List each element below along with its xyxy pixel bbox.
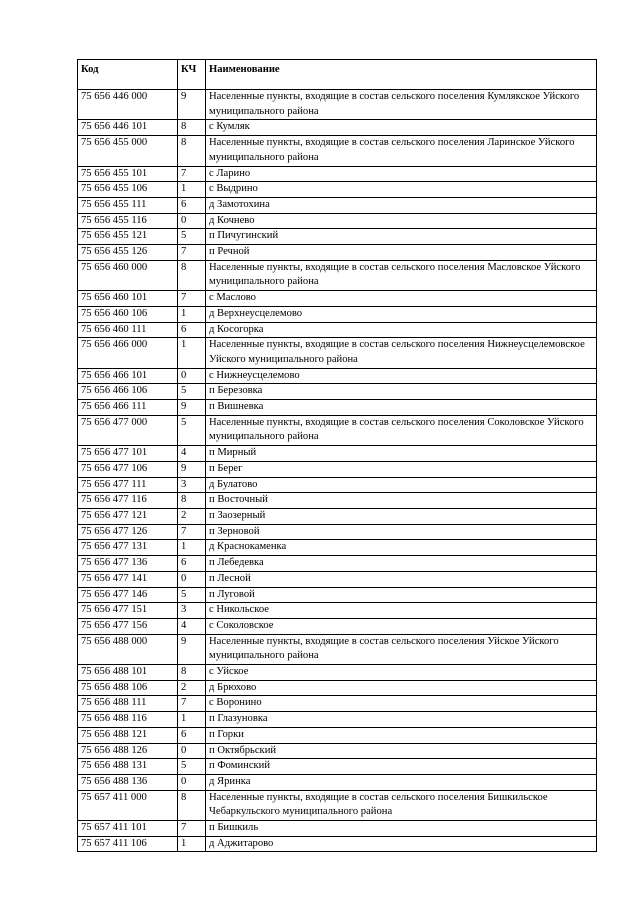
table-row — [78, 696, 597, 712]
cell-code: 75 656 477 121 — [78, 508, 178, 524]
cell-kch: 0 — [178, 774, 206, 790]
table-row — [78, 508, 597, 524]
cell-name: с Ларино — [206, 166, 597, 182]
table-row — [78, 368, 597, 384]
cell-name: д Верхнеусцелемово — [206, 306, 597, 322]
cell-code: 75 656 477 141 — [78, 571, 178, 587]
table-row — [78, 291, 597, 307]
cell-code: 75 656 477 106 — [78, 461, 178, 477]
cell-code: 75 656 455 126 — [78, 245, 178, 261]
cell-kch: 7 — [178, 696, 206, 712]
cell-kch: 5 — [178, 415, 206, 445]
cell-name: д Аджитарово — [206, 836, 597, 852]
cell-name: Населенные пункты, входящие в состав сельского поселения Кумлякское Уйского муниципального района — [206, 90, 597, 120]
table-row — [78, 260, 597, 290]
cell-name: с Соколовское — [206, 618, 597, 634]
cell-name: п Глазуновка — [206, 712, 597, 728]
table-row — [78, 322, 597, 338]
cell-code: 75 656 446 101 — [78, 120, 178, 136]
cell-kch: 1 — [178, 338, 206, 368]
cell-code: 75 656 488 121 — [78, 727, 178, 743]
cell-code: 75 656 477 151 — [78, 603, 178, 619]
cell-kch: 0 — [178, 571, 206, 587]
table-row — [78, 743, 597, 759]
table-row — [78, 90, 597, 120]
cell-kch: 2 — [178, 508, 206, 524]
cell-code: 75 656 488 126 — [78, 743, 178, 759]
cell-kch: 6 — [178, 197, 206, 213]
table-row — [78, 384, 597, 400]
table-row — [78, 634, 597, 664]
cell-code: 75 656 477 146 — [78, 587, 178, 603]
cell-kch: 1 — [178, 712, 206, 728]
cell-name: с Уйское — [206, 665, 597, 681]
cell-kch: 3 — [178, 603, 206, 619]
cell-kch: 1 — [178, 306, 206, 322]
cell-name: д Краснокаменка — [206, 540, 597, 556]
table-row — [78, 166, 597, 182]
cell-code: 75 656 477 156 — [78, 618, 178, 634]
cell-name: Населенные пункты, входящие в состав сельского поселения Нижнеусцелемовское Уйского муниципального района — [206, 338, 597, 368]
cell-kch: 6 — [178, 322, 206, 338]
table-row — [78, 306, 597, 322]
table-row — [78, 197, 597, 213]
cell-name: п Мирный — [206, 446, 597, 462]
cell-code: 75 656 460 106 — [78, 306, 178, 322]
table-row — [78, 461, 597, 477]
cell-kch: 1 — [178, 836, 206, 852]
cell-kch: 4 — [178, 446, 206, 462]
table-row — [78, 571, 597, 587]
cell-name: п Вишневка — [206, 400, 597, 416]
cell-kch: 7 — [178, 291, 206, 307]
cell-name: д Булатово — [206, 477, 597, 493]
cell-kch: 3 — [178, 477, 206, 493]
cell-code: 75 656 488 136 — [78, 774, 178, 790]
table-row — [78, 415, 597, 445]
cell-kch: 6 — [178, 556, 206, 572]
cell-kch: 8 — [178, 260, 206, 290]
table-row — [78, 524, 597, 540]
table-row — [78, 618, 597, 634]
cell-kch: 9 — [178, 400, 206, 416]
table-header-row — [78, 60, 597, 90]
cell-kch: 8 — [178, 136, 206, 166]
table-row — [78, 338, 597, 368]
cell-name: п Речной — [206, 245, 597, 261]
table-row — [78, 727, 597, 743]
cell-name: с Маслово — [206, 291, 597, 307]
cell-code: 75 656 466 000 — [78, 338, 178, 368]
cell-code: 75 656 455 101 — [78, 166, 178, 182]
cell-name: д Кочнево — [206, 213, 597, 229]
cell-code: 75 657 411 000 — [78, 790, 178, 820]
cell-name: п Пичугинский — [206, 229, 597, 245]
table-row — [78, 493, 597, 509]
cell-name: п Восточный — [206, 493, 597, 509]
okato-table — [77, 59, 597, 852]
table-row — [78, 680, 597, 696]
cell-kch: 5 — [178, 229, 206, 245]
cell-kch: 4 — [178, 618, 206, 634]
cell-name: Населенные пункты, входящие в состав сельского поселения Соколовское Уйского муниципального района — [206, 415, 597, 445]
cell-name: с Нижнеусцелемово — [206, 368, 597, 384]
cell-kch: 7 — [178, 524, 206, 540]
table-row — [78, 790, 597, 820]
cell-name: с Никольское — [206, 603, 597, 619]
cell-name: с Воронино — [206, 696, 597, 712]
cell-kch: 5 — [178, 587, 206, 603]
cell-code: 75 656 460 111 — [78, 322, 178, 338]
cell-kch: 8 — [178, 120, 206, 136]
cell-kch: 6 — [178, 727, 206, 743]
table-row — [78, 774, 597, 790]
cell-code: 75 656 488 101 — [78, 665, 178, 681]
cell-name: п Октябрьский — [206, 743, 597, 759]
table-row — [78, 182, 597, 198]
cell-name: д Замотохина — [206, 197, 597, 213]
cell-name: п Берег — [206, 461, 597, 477]
cell-code: 75 656 488 116 — [78, 712, 178, 728]
cell-code: 75 656 477 116 — [78, 493, 178, 509]
cell-code: 75 656 477 111 — [78, 477, 178, 493]
cell-code: 75 656 466 101 — [78, 368, 178, 384]
table-row — [78, 540, 597, 556]
cell-code: 75 656 488 000 — [78, 634, 178, 664]
cell-kch: 0 — [178, 743, 206, 759]
table-row — [78, 587, 597, 603]
cell-kch: 2 — [178, 680, 206, 696]
cell-name: п Фоминский — [206, 759, 597, 775]
cell-name: Населенные пункты, входящие в состав сельского поселения Ларинское Уйского муниципального района — [206, 136, 597, 166]
cell-code: 75 656 455 000 — [78, 136, 178, 166]
cell-code: 75 656 455 121 — [78, 229, 178, 245]
table-row — [78, 836, 597, 852]
cell-kch: 1 — [178, 540, 206, 556]
cell-name: Населенные пункты, входящие в состав сельского поселения Уйское Уйского муниципального района — [206, 634, 597, 664]
cell-code: 75 656 460 000 — [78, 260, 178, 290]
cell-name: п Бишкиль — [206, 821, 597, 837]
cell-kch: 7 — [178, 166, 206, 182]
table-row — [78, 136, 597, 166]
cell-code: 75 656 455 106 — [78, 182, 178, 198]
table-row — [78, 556, 597, 572]
cell-code: 75 656 446 000 — [78, 90, 178, 120]
table-row — [78, 821, 597, 837]
table-row — [78, 120, 597, 136]
cell-code: 75 656 460 101 — [78, 291, 178, 307]
cell-kch: 1 — [178, 182, 206, 198]
header-name: Наименование — [206, 60, 597, 90]
header-code: Код — [78, 60, 178, 90]
cell-code: 75 656 477 000 — [78, 415, 178, 445]
cell-name: д Брюхово — [206, 680, 597, 696]
header-kch: КЧ — [178, 60, 206, 90]
cell-code: 75 656 455 116 — [78, 213, 178, 229]
cell-kch: 5 — [178, 384, 206, 400]
cell-name: п Лесной — [206, 571, 597, 587]
table-row — [78, 245, 597, 261]
cell-name: д Косогорка — [206, 322, 597, 338]
table-row — [78, 400, 597, 416]
cell-code: 75 657 411 101 — [78, 821, 178, 837]
table-body — [78, 90, 597, 852]
table-row — [78, 229, 597, 245]
cell-code: 75 656 488 111 — [78, 696, 178, 712]
cell-kch: 8 — [178, 665, 206, 681]
cell-name: п Горки — [206, 727, 597, 743]
table-row — [78, 446, 597, 462]
table-row — [78, 759, 597, 775]
table-row — [78, 665, 597, 681]
cell-kch: 7 — [178, 245, 206, 261]
cell-kch: 9 — [178, 461, 206, 477]
cell-code: 75 656 477 131 — [78, 540, 178, 556]
cell-name: с Выдрино — [206, 182, 597, 198]
cell-name: Населенные пункты, входящие в состав сельского поселения Масловское Уйского муниципального района — [206, 260, 597, 290]
cell-kch: 5 — [178, 759, 206, 775]
cell-name: п Заозерный — [206, 508, 597, 524]
cell-name: д Яринка — [206, 774, 597, 790]
cell-code: 75 656 455 111 — [78, 197, 178, 213]
cell-kch: 9 — [178, 90, 206, 120]
table-row — [78, 477, 597, 493]
cell-kch: 7 — [178, 821, 206, 837]
cell-code: 75 656 466 106 — [78, 384, 178, 400]
cell-name: п Лебедевка — [206, 556, 597, 572]
table-row — [78, 603, 597, 619]
table-row — [78, 213, 597, 229]
cell-name: с Кумляк — [206, 120, 597, 136]
cell-kch: 0 — [178, 368, 206, 384]
cell-name: п Зерновой — [206, 524, 597, 540]
cell-code: 75 656 477 136 — [78, 556, 178, 572]
cell-code: 75 656 466 111 — [78, 400, 178, 416]
table-row — [78, 712, 597, 728]
cell-code: 75 656 477 101 — [78, 446, 178, 462]
cell-name: п Луговой — [206, 587, 597, 603]
cell-name: Населенные пункты, входящие в состав сельского поселения Бишкильское Чебаркульского муниципального района — [206, 790, 597, 820]
cell-code: 75 656 488 131 — [78, 759, 178, 775]
cell-kch: 8 — [178, 493, 206, 509]
cell-code: 75 656 477 126 — [78, 524, 178, 540]
cell-kch: 9 — [178, 634, 206, 664]
cell-code: 75 656 488 106 — [78, 680, 178, 696]
cell-name: п Березовка — [206, 384, 597, 400]
cell-code: 75 657 411 106 — [78, 836, 178, 852]
cell-kch: 0 — [178, 213, 206, 229]
cell-kch: 8 — [178, 790, 206, 820]
